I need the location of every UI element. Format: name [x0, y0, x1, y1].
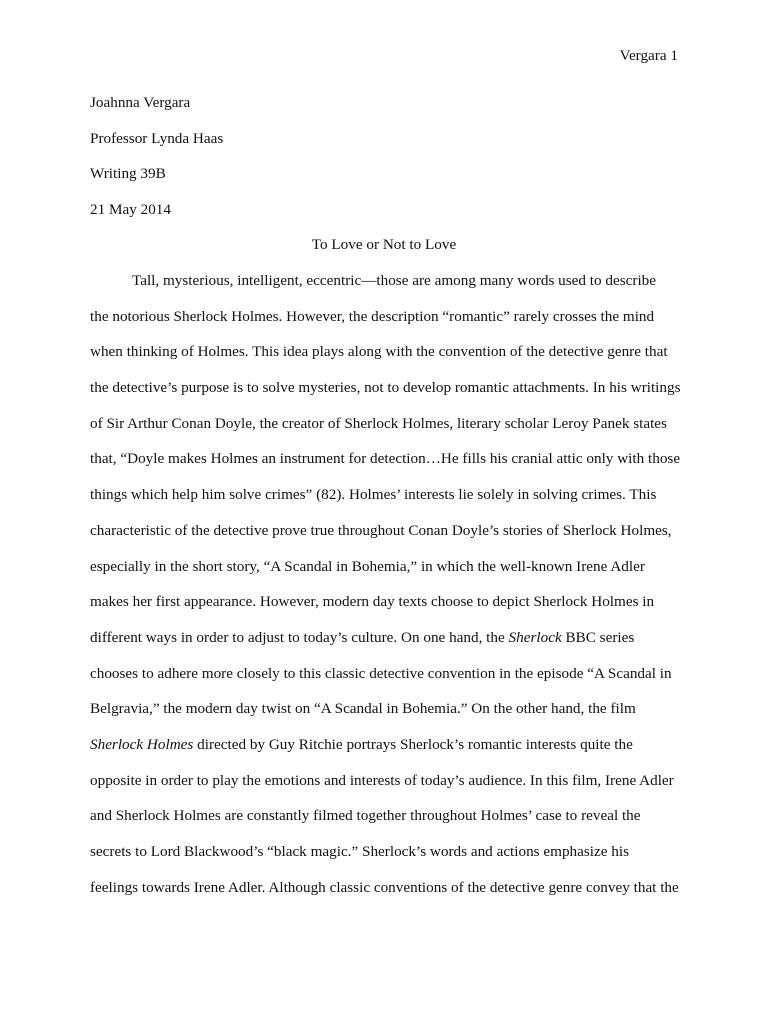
essay-body	[90, 271, 690, 913]
body-line	[90, 628, 690, 664]
body-text-segment: BBC series	[561, 628, 635, 646]
film-title-italic: Sherlock Holmes	[90, 735, 194, 753]
course-name: Writing 39B	[90, 165, 166, 183]
series-title-italic: Sherlock	[508, 628, 562, 646]
body-text-segment: directed by Guy Ritchie portrays Sherlock’s romantic interests quite the	[193, 735, 633, 753]
body-line: opposite in order to play the emotions and interests of today’s audience. In this film, Irene Adler	[90, 771, 674, 789]
body-line: especially in the short story, “A Scandal in Bohemia,” in which the well-known Irene Adler	[90, 557, 645, 575]
body-line: Tall, mysterious, intelligent, eccentric—those are among many words used to describe	[132, 272, 657, 289]
body-line: feelings towards Irene Adler. Although classic conventions of the detective genre convey that the	[90, 878, 679, 896]
essay-date: 21 May 2014	[90, 200, 171, 218]
body-line: and Sherlock Holmes are constantly filmed together throughout Holmes’ case to reveal the	[90, 807, 641, 825]
body-line: characteristic of the detective prove true throughout Conan Doyle’s stories of Sherlock Holmes,	[90, 521, 672, 539]
body-line: when thinking of Holmes. This idea plays along with the convention of the detective genre that	[90, 343, 668, 361]
body-line: the notorious Sherlock Holmes. However, the description “romantic” rarely crosses the mind	[90, 307, 655, 325]
running-head: Vergara 1	[619, 47, 678, 64]
body-text-segment: different ways in order to adjust to today’s culture. On one hand, the	[90, 628, 509, 646]
professor-name: Professor Lynda Haas	[90, 129, 224, 147]
mla-heading	[90, 93, 223, 235]
essay-title: To Love or Not to Love	[311, 236, 457, 253]
body-line: things which help him solve crimes” (82). Holmes’ interests lie solely in solving crimes. This	[90, 486, 657, 504]
body-line: Belgravia,” the modern day twist on “A Scandal in Bohemia.” On the other hand, the film	[90, 700, 636, 718]
body-line: the detective’s purpose is to solve mysteries, not to develop romantic attachments. In his writings	[90, 379, 681, 397]
body-line: chooses to adhere more closely to this classic detective convention in the episode “A Scandal in	[90, 664, 672, 682]
body-line	[90, 735, 690, 771]
body-line: makes her first appearance. However, modern day texts choose to depict Sherlock Holmes in	[90, 593, 655, 611]
body-line: of Sir Arthur Conan Doyle, the creator of Sherlock Holmes, literary scholar Leroy Panek states	[90, 414, 667, 432]
body-line: that, “Doyle makes Holmes an instrument for detection…He fills his cranial attic only with those	[90, 450, 681, 468]
body-line: secrets to Lord Blackwood’s “black magic.” Sherlock’s words and actions emphasize his	[90, 843, 630, 860]
author-name: Joahnna Vergara	[90, 94, 191, 111]
